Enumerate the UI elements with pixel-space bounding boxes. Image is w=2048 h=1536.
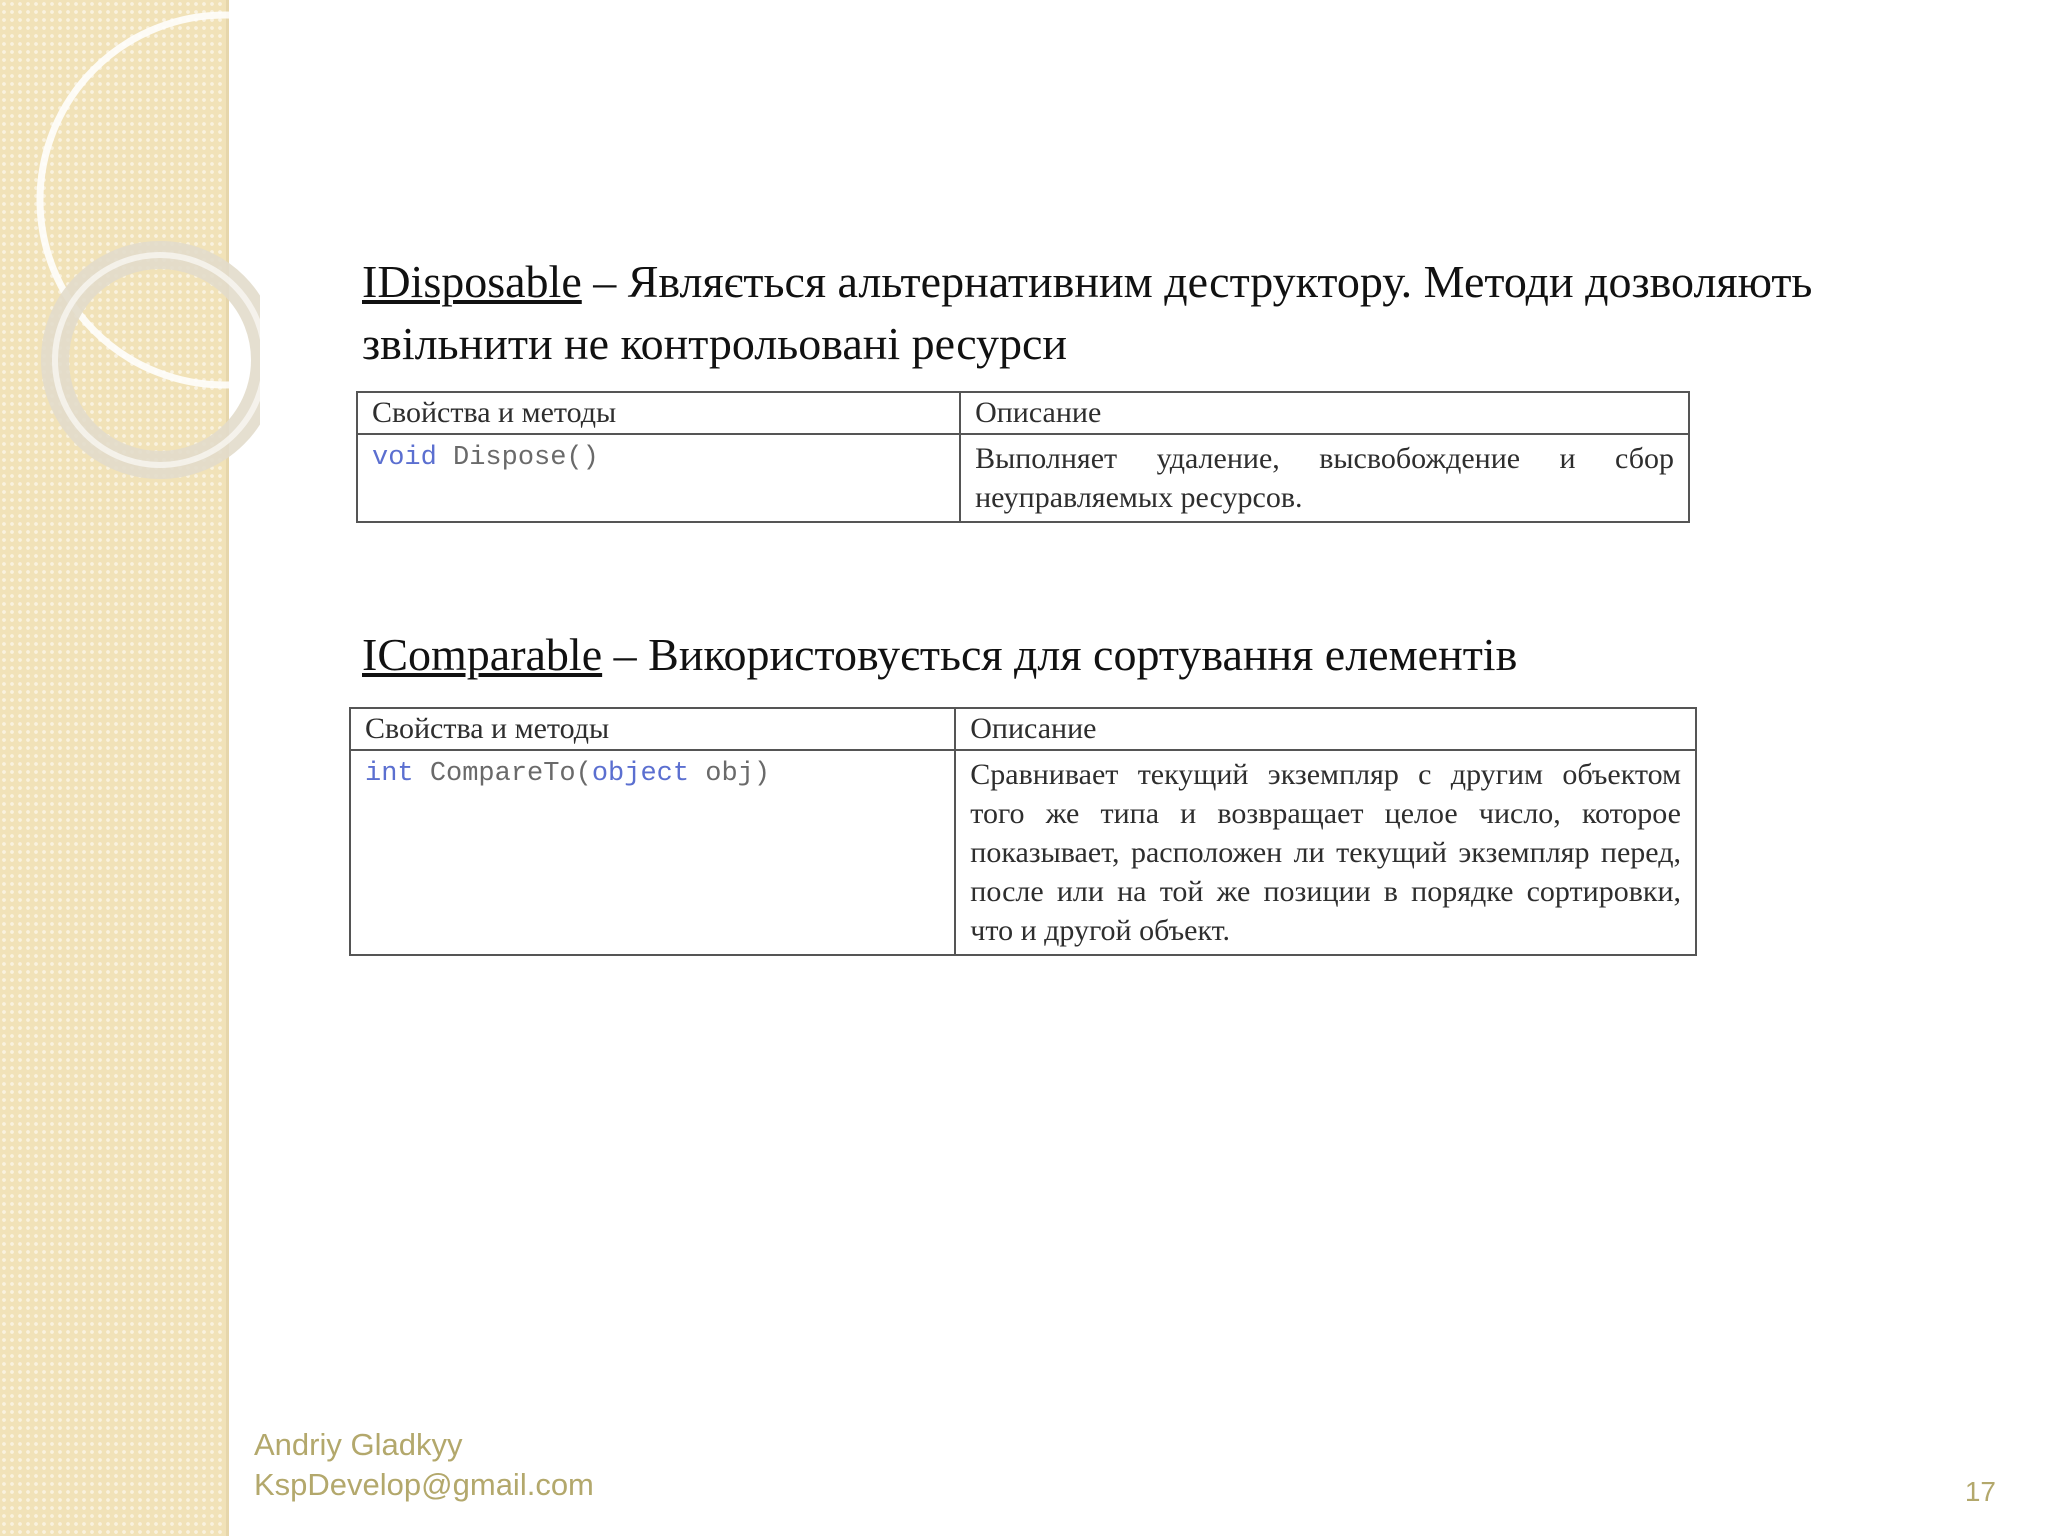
sidebar-divider [226,0,229,1536]
icomparable-table [349,707,1697,956]
table-header-row [357,392,1689,434]
icomparable-term: IComparable [362,629,603,680]
footer-email: KspDevelop@gmail.com [254,1467,594,1502]
idisposable-term: IDisposable [362,256,582,307]
column-header-members: Свойства и методы [357,392,960,434]
method-signature [357,434,960,522]
table-row [357,434,1689,522]
column-header-members: Свойства и методы [350,708,955,750]
code-method: Dispose() [453,443,599,473]
code-method: CompareTo( [429,759,592,789]
method-description: Сравнивает текущий экземпляр с другим объектом того же типа и возвращает целое число, которое показывает, расположен ли текущий экземпляр перед, после или на той же позиции в порядке сортировки, что и другой объект. [955,750,1696,955]
page-number: 17 [1964,1476,1996,1507]
idisposable-heading-line2: звільнити не контрольовані ресурси [362,318,1068,369]
code-keyword: int [365,759,414,789]
icomparable-heading [362,624,1517,686]
table-header-row [350,708,1696,750]
method-signature [350,750,955,955]
code-keyword: void [372,443,437,473]
idisposable-heading-line1 [362,251,1812,313]
method-description: Выполняет удаление, высвобождение и сбор неуправляемых ресурсов. [960,434,1689,522]
icomparable-dash: – [613,629,637,680]
code-keyword-type: object [591,759,690,789]
column-header-description: Описание [960,392,1689,434]
idisposable-table [356,391,1690,523]
sidebar-background [0,0,228,1536]
code-param: obj) [705,759,771,789]
table-row [350,750,1696,955]
footer-author: Andriy Gladkyy [254,1427,463,1462]
icomparable-description: Використовується для сортування елементів [648,629,1518,680]
column-header-description: Описание [955,708,1696,750]
idisposable-description: Являється альтернативним деструктору. Методи дозволяють [627,256,1813,307]
idisposable-dash: – [593,256,617,307]
